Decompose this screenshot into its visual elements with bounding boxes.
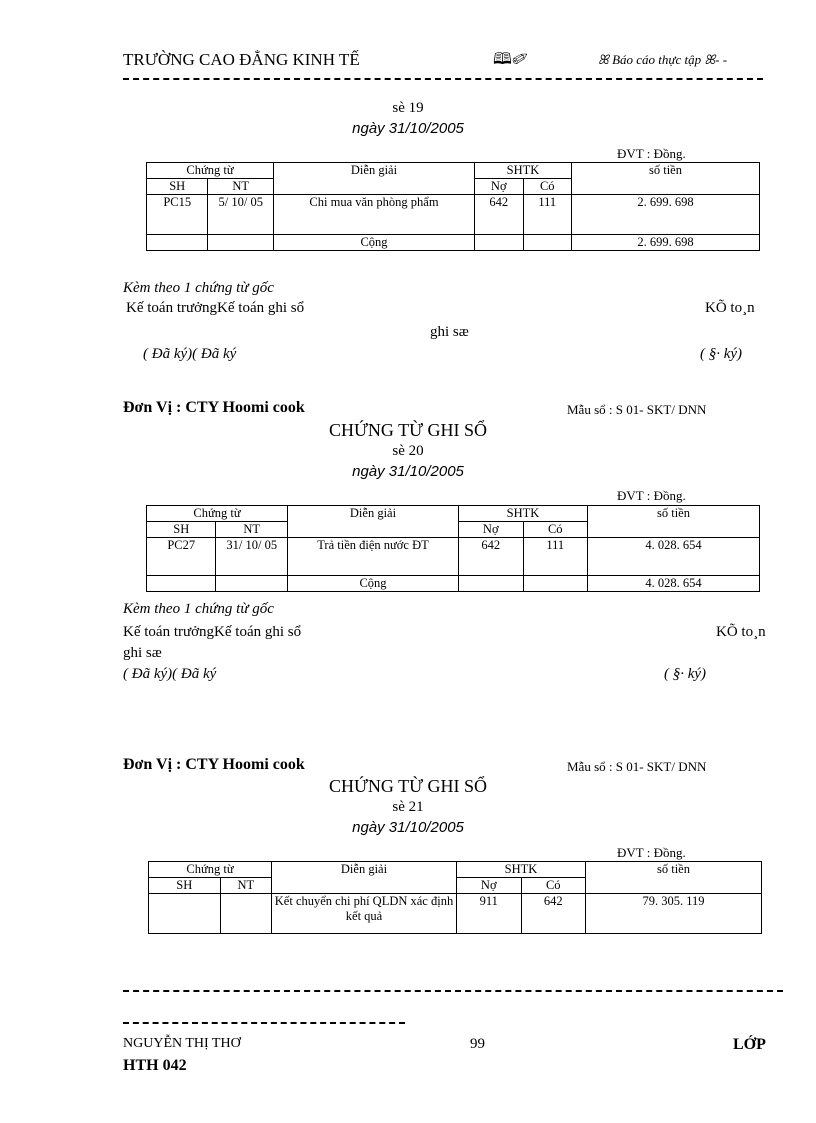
cell-nt: 31/ 10/ 05	[216, 538, 288, 576]
total-amount: 2. 699. 698	[572, 235, 760, 251]
footer-lop: LỚP	[733, 1036, 766, 1053]
col-shtk: SHTK	[457, 862, 586, 878]
col-shtk: SHTK	[475, 163, 572, 179]
col-dien-giai: Diễn giải	[288, 506, 459, 538]
voucher20-unit: Đơn Vị : CTY Hoomi cook	[123, 399, 305, 416]
cell-so-tien: 4. 028. 654	[588, 538, 760, 576]
col-dien-giai: Diễn giải	[274, 163, 475, 195]
voucher20-signed-left: ( Đã ký)( Đã ký	[123, 666, 217, 682]
col-chung-tu: Chứng từ	[147, 163, 274, 179]
col-sh: SH	[147, 179, 208, 195]
total-label: Cộng	[288, 576, 459, 592]
voucher19-number: sè 19	[392, 100, 424, 116]
voucher20-table	[146, 505, 760, 592]
total-row	[147, 235, 760, 251]
col-co: Có	[523, 522, 588, 538]
cell-so-tien: 79. 305. 119	[586, 894, 762, 934]
voucher19-sig-right: KÕ to¸n	[705, 300, 755, 316]
voucher21-unit: Đơn Vị : CTY Hoomi cook	[123, 756, 305, 773]
col-no: Nợ	[457, 878, 522, 894]
voucher20-date: ngày 31/10/2005	[352, 463, 464, 480]
footer-author: NGUYỄN THỊ THƠ	[123, 1036, 241, 1051]
col-no: Nợ	[459, 522, 524, 538]
cell-sh: PC27	[147, 538, 216, 576]
footer-divider-1	[123, 990, 783, 992]
cell-no: 642	[475, 195, 524, 235]
footer-class-code: HTH 042	[123, 1057, 187, 1074]
book-pen-icon: 🕮✐	[493, 51, 528, 68]
header-divider	[123, 78, 763, 80]
col-co: Có	[521, 878, 586, 894]
voucher19-unit-note: ĐVT : Đồng.	[617, 146, 686, 161]
voucher19-sig-mid: ghi sæ	[430, 324, 469, 340]
col-chung-tu: Chứng từ	[147, 506, 288, 522]
table-row	[149, 894, 762, 934]
voucher19-table	[146, 162, 760, 251]
voucher20-sig-right: KÕ to¸n	[716, 624, 766, 640]
cell-dien-giai: Kết chuyển chi phí QLDN xác định kết quả	[272, 894, 457, 934]
cell-sh	[149, 894, 221, 934]
voucher21-title: CHỨNG TỪ GHI SỔ	[328, 776, 488, 796]
table-row	[147, 195, 760, 235]
cell-no: 642	[459, 538, 524, 576]
footer-divider-2	[123, 1022, 405, 1024]
cell-co: 642	[521, 894, 586, 934]
voucher20-sig-left: Kế toán trưởngKế toán ghi sổ	[123, 624, 302, 640]
voucher19-signed-right: ( §· ký)	[700, 346, 743, 362]
cell-nt: 5/ 10/ 05	[208, 195, 274, 235]
voucher20-attach: Kèm theo 1 chứng từ gốc	[123, 601, 274, 617]
total-label: Cộng	[274, 235, 475, 251]
cell-co: 111	[523, 195, 572, 235]
voucher21-template: Mẫu sổ : S 01- SKT/ DNN	[567, 759, 707, 774]
voucher20-signed-right: ( §· ký)	[664, 666, 707, 682]
cell-dien-giai: Trả tiền điện nước ĐT	[288, 538, 459, 576]
report-title: ꕤ Báo cáo thực tập ꕤ- -	[598, 52, 728, 67]
col-sh: SH	[147, 522, 216, 538]
voucher20-unit-note: ĐVT : Đồng.	[617, 488, 686, 503]
col-so-tien: số tiền	[586, 862, 762, 894]
cell-no: 911	[457, 894, 522, 934]
voucher21-unit-note: ĐVT : Đồng.	[617, 845, 686, 860]
cell-nt	[220, 894, 271, 934]
col-nt: NT	[220, 878, 271, 894]
voucher20-template: Mẫu sổ : S 01- SKT/ DNN	[567, 402, 707, 417]
voucher19-attach: Kèm theo 1 chứng từ gốc	[123, 280, 274, 296]
voucher19-date: ngày 31/10/2005	[352, 120, 464, 137]
col-no: Nợ	[475, 179, 524, 195]
voucher19-signed-left: ( Đã ký)( Đã ký	[143, 346, 237, 362]
voucher19-sig-left: Kế toán trưởngKế toán ghi sổ	[126, 300, 305, 316]
cell-sh: PC15	[147, 195, 208, 235]
total-amount: 4. 028. 654	[588, 576, 760, 592]
col-chung-tu: Chứng từ	[149, 862, 272, 878]
col-shtk: SHTK	[459, 506, 588, 522]
col-nt: NT	[208, 179, 274, 195]
col-dien-giai: Diễn giải	[272, 862, 457, 894]
cell-so-tien: 2. 699. 698	[572, 195, 760, 235]
school-name: TRƯỜNG CAO ĐẲNG KINH TẾ	[123, 50, 360, 69]
voucher21-table	[148, 861, 762, 934]
total-row	[147, 576, 760, 592]
col-so-tien: số tiền	[588, 506, 760, 538]
col-so-tien: số tiền	[572, 163, 760, 195]
voucher20-sig-mid: ghi sæ	[123, 645, 162, 661]
page-number: 99	[470, 1036, 485, 1052]
cell-co: 111	[523, 538, 588, 576]
voucher21-date: ngày 31/10/2005	[352, 819, 464, 836]
voucher20-title: CHỨNG TỪ GHI SỔ	[328, 420, 488, 440]
col-sh: SH	[149, 878, 221, 894]
col-co: Có	[523, 179, 572, 195]
voucher21-number: sè 21	[392, 799, 424, 815]
voucher20-number: sè 20	[392, 443, 424, 459]
table-row	[147, 538, 760, 576]
col-nt: NT	[216, 522, 288, 538]
cell-dien-giai: Chi mua văn phòng phẩm	[274, 195, 475, 235]
